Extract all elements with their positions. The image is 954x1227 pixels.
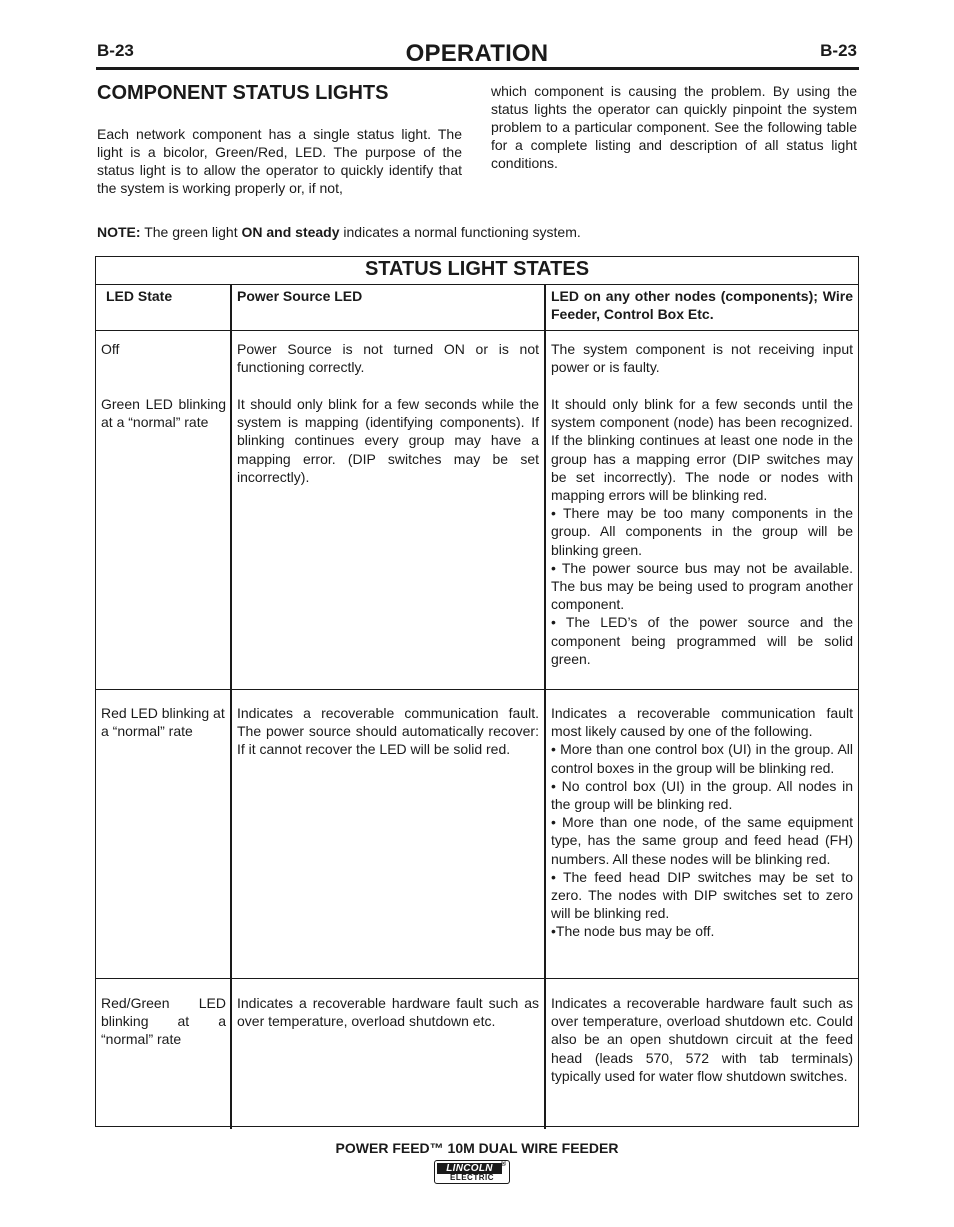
list-item: • More than one control box (UI) in the group. All control boxes in the group will be blinking red. bbox=[551, 741, 853, 776]
note-label: NOTE: bbox=[97, 224, 141, 240]
header-led-state: LED State bbox=[106, 288, 173, 304]
header-rule bbox=[96, 67, 859, 70]
list-item: • The LED’s of the power source and the component being programmed will be solid green. bbox=[551, 614, 853, 667]
logo-top-text: LINCOLN bbox=[437, 1163, 502, 1174]
table-row-red-power-source: Indicates a recoverable communication fault. The power source should automatically recover: If it cannot recover the LED will be solid red. bbox=[237, 705, 539, 758]
table-divider bbox=[96, 689, 858, 690]
list-item: • There may be too many components in the group. All components in the group will be blinking green. bbox=[551, 505, 853, 558]
table-divider bbox=[96, 330, 858, 331]
list-item: Indicates a recoverable communication fault most likely caused by one of the following. bbox=[551, 705, 853, 740]
page-title: OPERATION bbox=[405, 40, 549, 67]
table-divider bbox=[96, 284, 858, 285]
list-item: • No control box (UI) in the group. All nodes in the group will be blinking red. bbox=[551, 777, 853, 813]
list-item: Indicates a recoverable hardware fault such as over temperature, overload shutdown etc. Could also be an open shutdown circuit at the feed head (leads 570, 572 with tab terminals) typically used for water flow shutdown switches. bbox=[551, 995, 853, 1084]
table-row-off-power-source: Power Source is not turned ON or is not functioning correctly. bbox=[237, 341, 539, 376]
note-emphasis: ON and steady bbox=[241, 224, 340, 240]
table-row-green-state: Green LED blinking at a “normal” rate bbox=[101, 396, 226, 431]
page-number-left: B-23 bbox=[97, 41, 134, 60]
note-line bbox=[97, 223, 857, 241]
table-row-redgreen-other-nodes bbox=[551, 994, 853, 1085]
column-divider bbox=[544, 284, 546, 1129]
list-item: • The feed head DIP switches may be set to zero. The nodes with DIP switches set to zero will be blinking red. bbox=[551, 868, 853, 922]
section-heading: COMPONENT STATUS LIGHTS bbox=[97, 82, 389, 104]
table-row-off-other-nodes bbox=[551, 340, 853, 376]
status-light-table bbox=[95, 256, 859, 1127]
table-row-redgreen-power-source: Indicates a recoverable hardware fault such as over temperature, overload shutdown etc. bbox=[237, 995, 539, 1030]
note-text-before: The green light bbox=[140, 224, 242, 240]
table-title: STATUS LIGHT STATES bbox=[364, 258, 590, 280]
header-power-source-led: Power Source LED bbox=[237, 288, 363, 304]
page-number-right: B-23 bbox=[820, 41, 857, 60]
table-row-green-power-source: It should only blink for a few seconds while the system is mapping (identifying components). If blinking continues every group may have a mapping error. (DIP switches may be set incorrectly). bbox=[237, 396, 539, 485]
table-divider bbox=[96, 978, 858, 979]
table-row-red-state: Red LED blinking at a “normal” rate bbox=[101, 705, 225, 740]
intro-paragraph-right: which component is causing the problem. By using the status lights the operator can quickly pinpoint the system problem to a particular component. See the following table for a complete listing and description of all status light conditions. bbox=[491, 83, 857, 171]
header-other-nodes: LED on any other nodes (components); Wire Feeder, Control Box Etc. bbox=[551, 288, 853, 322]
intro-paragraph-left: Each network component has a single status light. The light is a bicolor, Green/Red, LED. The purpose of the status light is to allow the operator to quickly identify that the system is working properly or, if not, bbox=[97, 126, 462, 196]
logo-registered-mark: ® bbox=[501, 1161, 507, 1168]
column-divider bbox=[230, 284, 232, 1129]
list-item: It should only blink for a few seconds until the system component (node) has been recognized. If the blinking continues at least one node in the group has a mapping error (DIP switches may be set incorrectly). The node or nodes with mapping errors will be blinking red. bbox=[551, 396, 853, 504]
list-item: The system component is not receiving input power or is faulty. bbox=[551, 341, 853, 376]
table-row-redgreen-state: Red/Green LED blinking at a “normal” rate bbox=[101, 995, 226, 1048]
table-row-green-other-nodes bbox=[551, 395, 853, 668]
logo-bottom-text: ELECTRIC bbox=[450, 1173, 494, 1182]
footer-product-name: POWER FEED™ 10M DUAL WIRE FEEDER bbox=[335, 1140, 619, 1156]
list-item: •The node bus may be off. bbox=[551, 923, 715, 940]
table-row-off-state: Off bbox=[101, 341, 120, 357]
table-row-red-other-nodes bbox=[551, 704, 853, 941]
lincoln-electric-logo bbox=[434, 1160, 510, 1184]
list-item: • The power source bus may not be available. The bus may be being used to program another component. bbox=[551, 559, 853, 613]
note-text-after: indicates a normal functioning system. bbox=[339, 224, 581, 240]
list-item: • More than one node, of the same equipment type, has the same group and feed head (FH) numbers. All these nodes will be blinking red. bbox=[551, 814, 853, 867]
